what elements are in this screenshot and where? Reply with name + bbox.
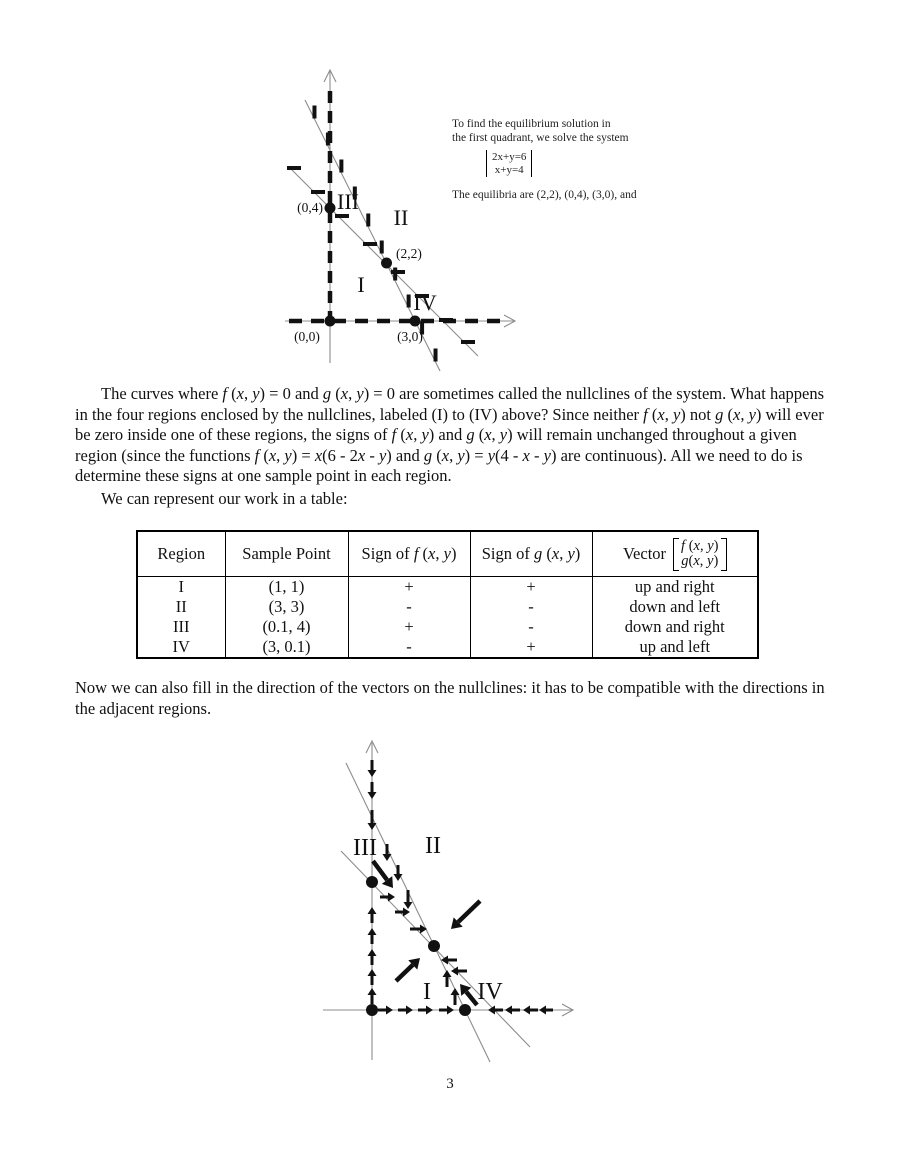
cell-sign-f: + <box>348 577 470 598</box>
col-header-sign-f: Sign of f (x, y) <box>348 531 470 577</box>
equilibrium-point <box>325 316 336 327</box>
cell-region: I <box>137 577 225 598</box>
region-flow-arrow <box>396 965 413 981</box>
region-label-II: II <box>425 833 441 859</box>
point-label-0-4: (0,4) <box>297 200 323 215</box>
cell-vector: down and right <box>592 617 758 637</box>
point-label-0-0: (0,0) <box>294 329 320 344</box>
flow-arrow-head <box>386 1006 393 1015</box>
flow-arrow-head <box>368 988 377 995</box>
cell-sample: (3, 3) <box>225 597 348 617</box>
equilibrium-point <box>325 203 336 214</box>
nullcline-dash <box>391 270 405 274</box>
figure-nullclines-arrows <box>300 735 585 1067</box>
nullcline-dash <box>326 133 330 146</box>
cell-region: IV <box>137 637 225 658</box>
flow-arrow-head <box>539 1006 546 1015</box>
flow-arrow-head <box>406 1006 413 1015</box>
equilibrium-point <box>428 940 440 952</box>
equation-2: x+y=4 <box>494 163 524 176</box>
flow-arrow-head <box>443 970 452 977</box>
table-row <box>137 577 758 598</box>
vector-matrix <box>673 538 726 571</box>
cell-sign-g: - <box>470 617 592 637</box>
equation-1: 2x+y=6 <box>492 151 527 163</box>
cell-sign-f: + <box>348 617 470 637</box>
cell-sign-g: + <box>470 577 592 598</box>
nullcline-dash <box>335 214 349 218</box>
cell-region: II <box>137 597 225 617</box>
region-label-III: III <box>337 189 359 214</box>
flow-arrow-head <box>505 1006 512 1015</box>
nullcline-dash <box>439 318 453 322</box>
cell-sample: (0.1, 4) <box>225 617 348 637</box>
flow-arrow-head <box>368 907 377 914</box>
flow-arrow-head <box>368 792 377 799</box>
cell-sign-f: - <box>348 597 470 617</box>
equilibrium-point <box>366 1004 378 1016</box>
region-label-I: I <box>423 979 431 1005</box>
flow-arrow-head <box>420 925 427 934</box>
sign-table <box>136 530 759 659</box>
point-label-3-0: (3,0) <box>397 329 423 344</box>
paragraph-table-intro: We can represent our work in a table: <box>101 489 348 508</box>
page-number: 3 <box>446 1076 454 1092</box>
region-flow-arrow <box>458 901 480 922</box>
region-label-IV: IV <box>413 290 437 315</box>
matrix-row-g: g(x, y) <box>681 553 719 569</box>
nullcline-dash <box>461 340 475 344</box>
bracket-right <box>721 538 727 571</box>
col-header-vector <box>592 531 758 577</box>
equilibrium-point <box>366 876 378 888</box>
cell-vector: down and left <box>592 597 758 617</box>
table-row <box>137 617 758 637</box>
nullcline-dash <box>311 190 325 194</box>
nullcline-dash <box>287 166 301 170</box>
note-line-3: The equilibria are (2,2), (0,4), (3,0), and <box>452 189 637 201</box>
cell-sample: (3, 0.1) <box>225 637 348 658</box>
cell-vector: up and left <box>592 637 758 658</box>
flow-arrow-head <box>426 1006 433 1015</box>
paragraph-directions: Now we can also fill in the direction of the vectors on the nullclines: it has to be compatible with the directions in the adjacent regions. <box>75 678 825 718</box>
flow-arrow-head <box>388 893 395 902</box>
region-label-II: II <box>393 205 409 230</box>
point-label-2-2: (2,2) <box>396 246 422 261</box>
figure2-graphics <box>323 741 573 1062</box>
region-label-III: III <box>353 835 377 861</box>
cell-sign-g: + <box>470 637 592 658</box>
table-header-row <box>137 531 758 577</box>
figure-nullclines-dashed <box>280 60 525 372</box>
cell-vector: up and right <box>592 577 758 598</box>
region-label-I: I <box>357 272 365 297</box>
vector-label: Vector <box>622 544 667 563</box>
nullcline-dash <box>366 214 370 227</box>
equilibrium-point <box>459 1004 471 1016</box>
nullcline-dash <box>339 160 343 173</box>
region-label-IV: IV <box>477 979 503 1005</box>
flow-arrow-head <box>451 988 460 995</box>
table-row <box>137 597 758 617</box>
figure1-note <box>452 117 667 202</box>
equilibrium-point <box>381 258 392 269</box>
equilibrium-point <box>410 316 421 327</box>
cell-sample: (1, 1) <box>225 577 348 598</box>
region-flow-arrow <box>466 992 477 1005</box>
flow-arrow-head <box>383 854 392 861</box>
flow-arrow-head <box>447 1006 454 1015</box>
flow-arrow-head <box>368 928 377 935</box>
flow-arrow-head <box>451 967 458 976</box>
nullcline-dash <box>380 241 384 254</box>
equation-system <box>486 150 532 177</box>
col-header-region: Region <box>137 531 225 577</box>
cell-region: III <box>137 617 225 637</box>
nullcline-dash <box>363 242 377 246</box>
flow-arrow-head <box>403 908 410 917</box>
flow-arrow-head <box>368 770 377 777</box>
cell-sign-f: - <box>348 637 470 658</box>
paragraph-nullclines: The curves where f (x, y) = 0 and g (x, y) = 0 are sometimes called the nullclines of the system. What happens in the four regions enclosed by the nullclines, labeled (I) to (IV) above? Since neither f (x, y) not g (x, y) will ever be zero inside one of these regions, the signs of f (x, y) and g (x, y) will remain unchanged throughout a given region (since the functions f (x, y) = x(6 - 2x - y) and g (x, y) = y(4 - x - y) are continuous). All we need to do is determine these signs at one sample point in each region. <box>75 384 825 486</box>
col-header-sign-g: Sign of g (x, y) <box>470 531 592 577</box>
flow-arrow-head <box>404 902 413 909</box>
flow-arrow-head <box>368 823 377 830</box>
flow-arrow-head <box>368 949 377 956</box>
cell-sign-g: - <box>470 597 592 617</box>
col-header-sample: Sample Point <box>225 531 348 577</box>
table-row <box>137 637 758 658</box>
nullcline-dash <box>312 106 316 119</box>
matrix-row-f: f (x, y) <box>681 537 719 554</box>
flow-arrow-head <box>523 1006 530 1015</box>
nullcline-dash <box>407 295 411 308</box>
note-line-2: the first quadrant, we solve the system <box>452 132 629 144</box>
nullcline-dash <box>434 349 438 362</box>
flow-arrow-head <box>368 969 377 976</box>
note-line-1: To find the equilibrium solution in <box>452 118 611 130</box>
